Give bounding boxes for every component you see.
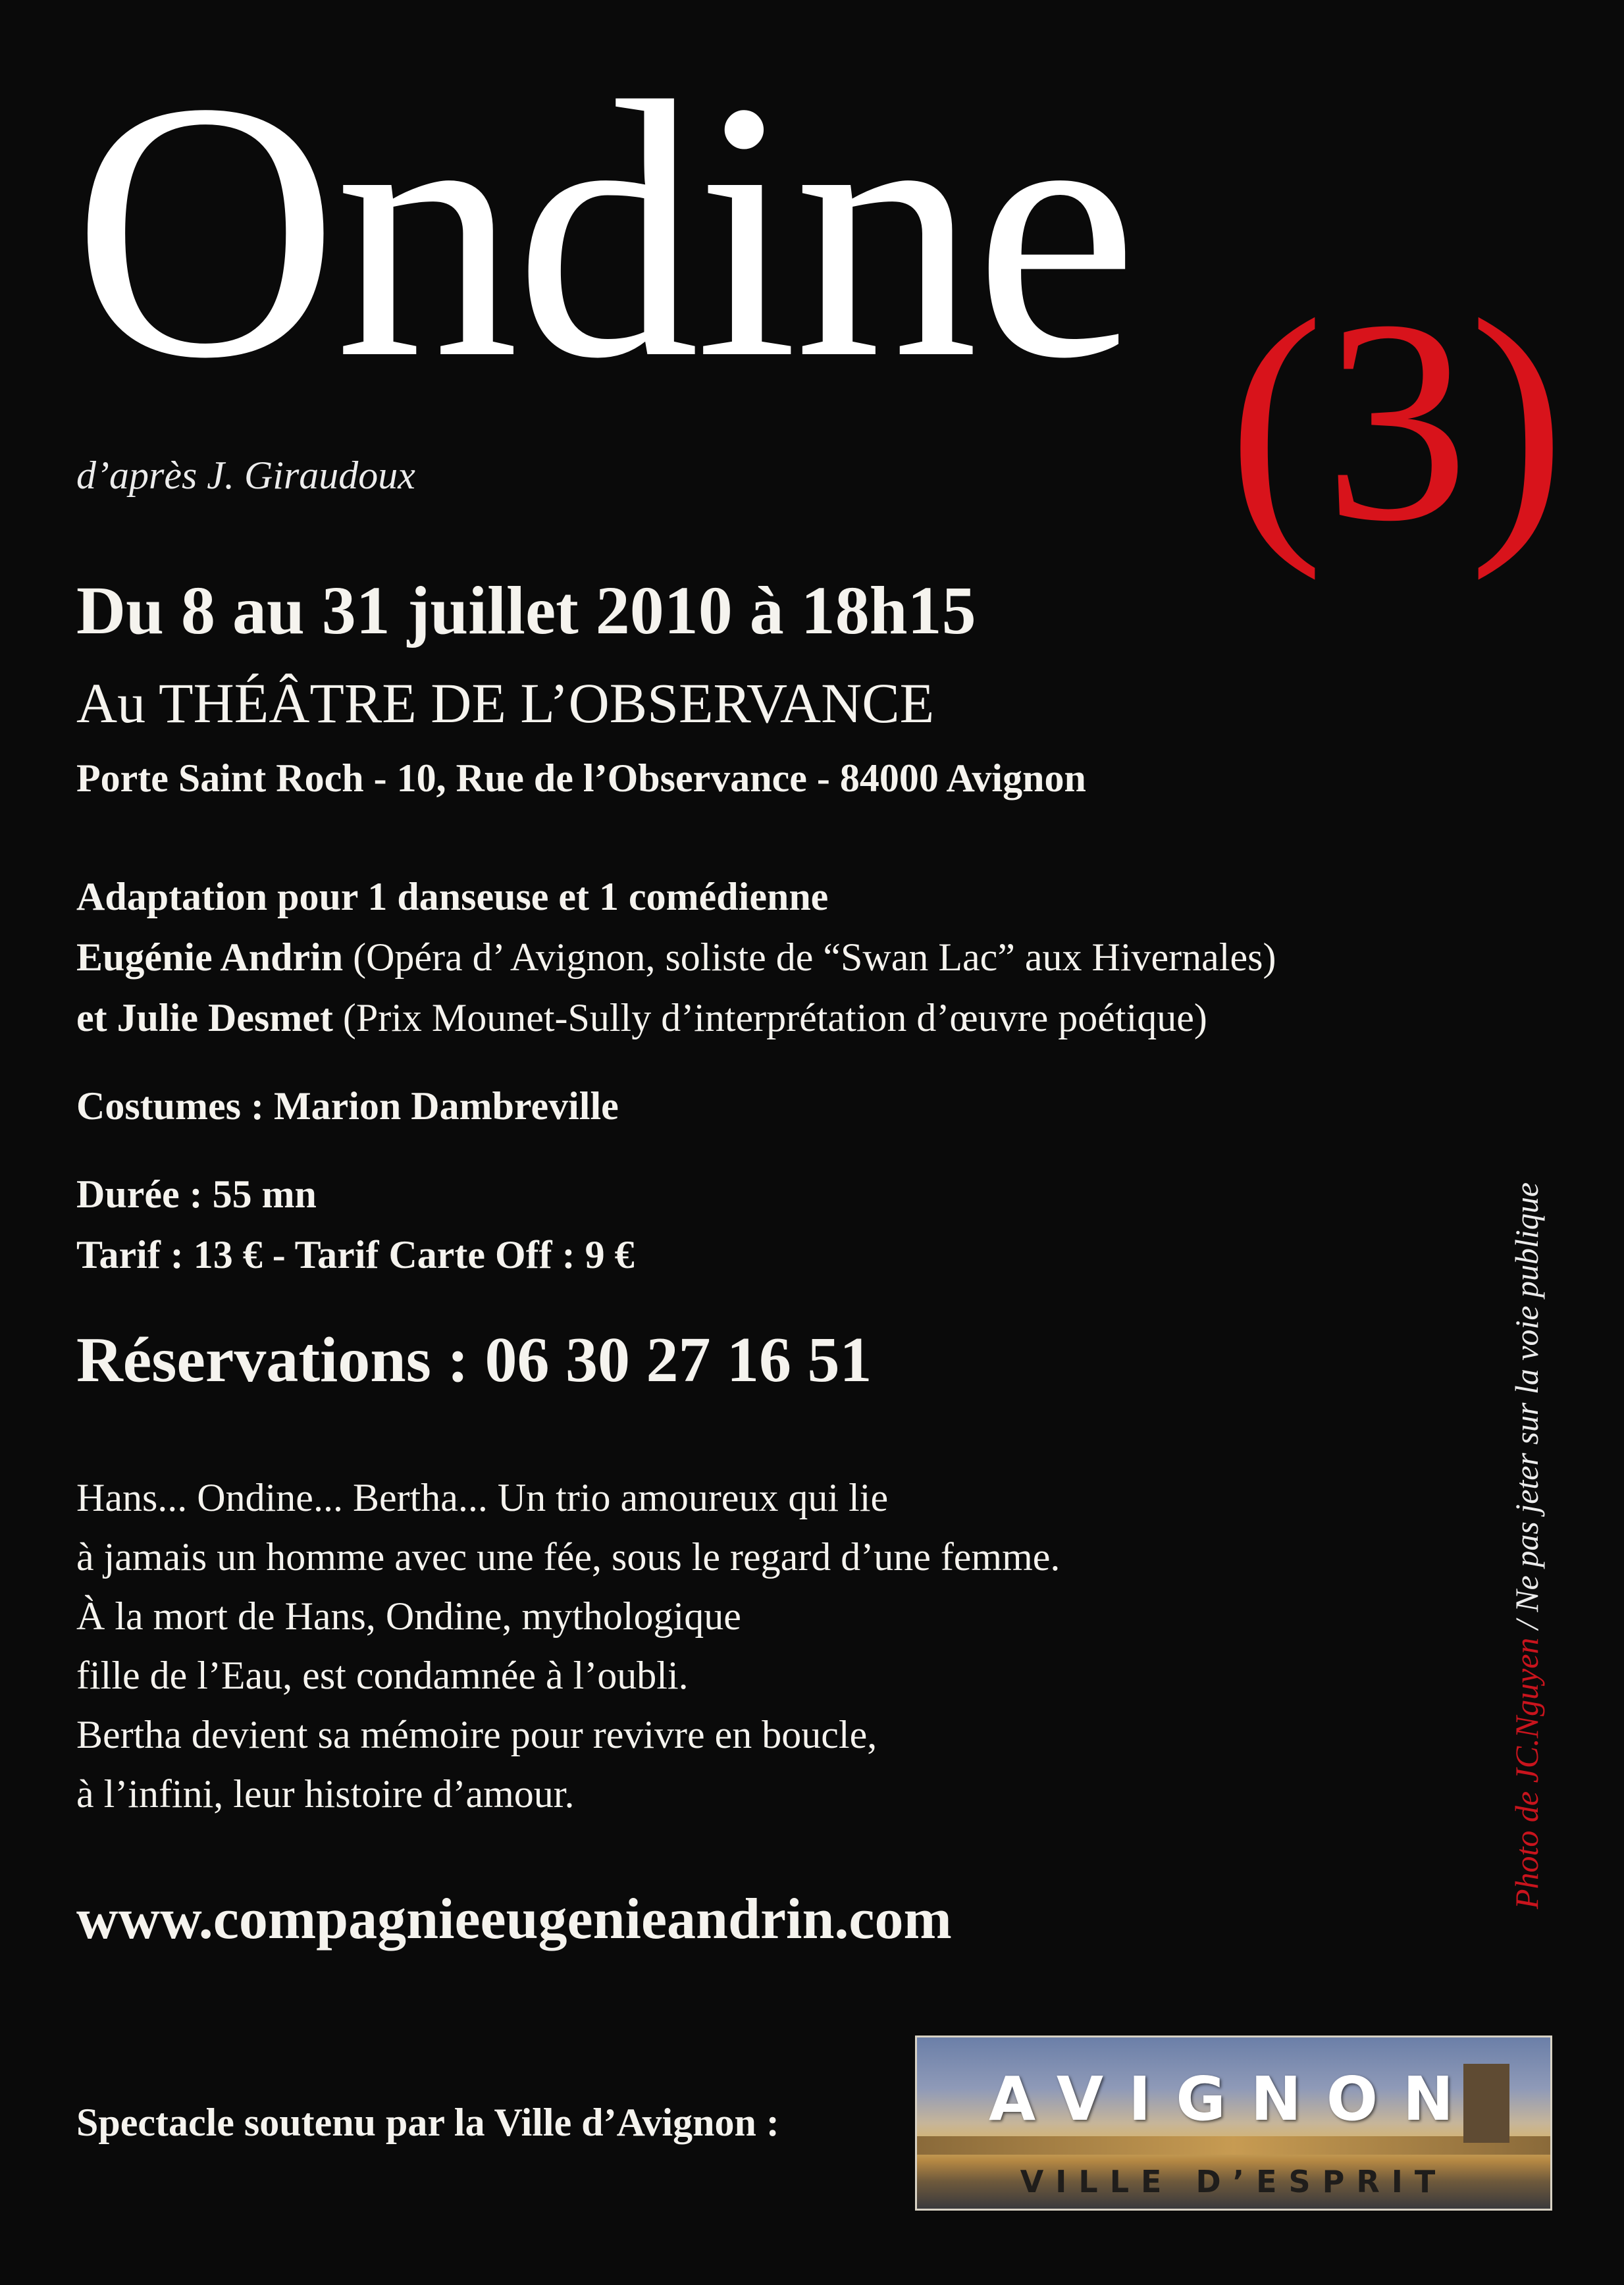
tarif-line: Tarif : 13 € - Tarif Carte Off : 9 € xyxy=(76,1233,635,1276)
logo-main-text: AVIGNON xyxy=(988,2064,1479,2134)
cast-note-2: (Prix Mounet-Sully d’interprétation d’œuvre poétique) xyxy=(332,996,1207,1039)
cast-name-1: Eugénie Andrin xyxy=(76,935,344,979)
description-line: à jamais un homme avec une fée, sous le regard d’une femme. xyxy=(76,1535,1061,1579)
show-number: (3) xyxy=(1228,261,1566,581)
description xyxy=(76,1468,1060,1824)
show-title: Ondine xyxy=(72,26,1134,434)
adaptation-line: Adaptation pour 1 danseuse et 1 comédienne xyxy=(76,875,829,918)
description-line: à l’infini, leur histoire d’amour. xyxy=(76,1772,575,1816)
cast-name-2: et Julie Desmet xyxy=(76,996,333,1039)
duration-line: Durée : 55 mn xyxy=(76,1172,317,1216)
description-line: Hans... Ondine... Bertha... Un trio amoureux qui lie xyxy=(76,1476,889,1519)
logo-sub-text: VILLE D’ESPRIT xyxy=(1020,2164,1448,2199)
description-line: À la mort de Hans, Ondine, mythologique xyxy=(76,1594,741,1638)
logo-bridge-image xyxy=(917,2136,1550,2155)
venue-name: Au THÉÂTRE DE L’OBSERVANCE xyxy=(76,671,935,735)
cast-line-2 xyxy=(76,995,1207,1041)
avignon-logo xyxy=(915,2035,1552,2211)
website-link[interactable]: www.compagnieeugenieandrin.com xyxy=(76,1887,952,1951)
performance-dates: Du 8 au 31 juillet 2010 à 18h15 xyxy=(76,573,976,648)
photo-credit-name: Photo de JC.Nguyen xyxy=(1508,1637,1545,1909)
description-line: Bertha devient sa mémoire pour revivre en boucle, xyxy=(76,1713,877,1756)
cast-note-1: (Opéra d’ Avignon, soliste de “Swan Lac” aux Hivernales) xyxy=(343,935,1276,979)
venue-address: Porte Saint Roch - 10, Rue de l’Observance - 84000 Avignon xyxy=(76,756,1086,800)
costumes-line: Costumes : Marion Dambreville xyxy=(76,1084,619,1128)
author-subtitle: d’après J. Giraudoux xyxy=(76,454,415,497)
reservations-phone: Réservations : 06 30 27 16 51 xyxy=(76,1325,872,1396)
litter-notice: Ne pas jeter sur la voie publique xyxy=(1508,1182,1545,1612)
support-statement: Spectacle soutenu par la Ville d’Avignon : xyxy=(76,2101,779,2144)
cast-line-1 xyxy=(76,935,1276,980)
credit-separator: / xyxy=(1508,1612,1545,1638)
description-line: fille de l’Eau, est condamnée à l’oubli. xyxy=(76,1654,689,1697)
photo-credit xyxy=(1507,1182,1546,1909)
